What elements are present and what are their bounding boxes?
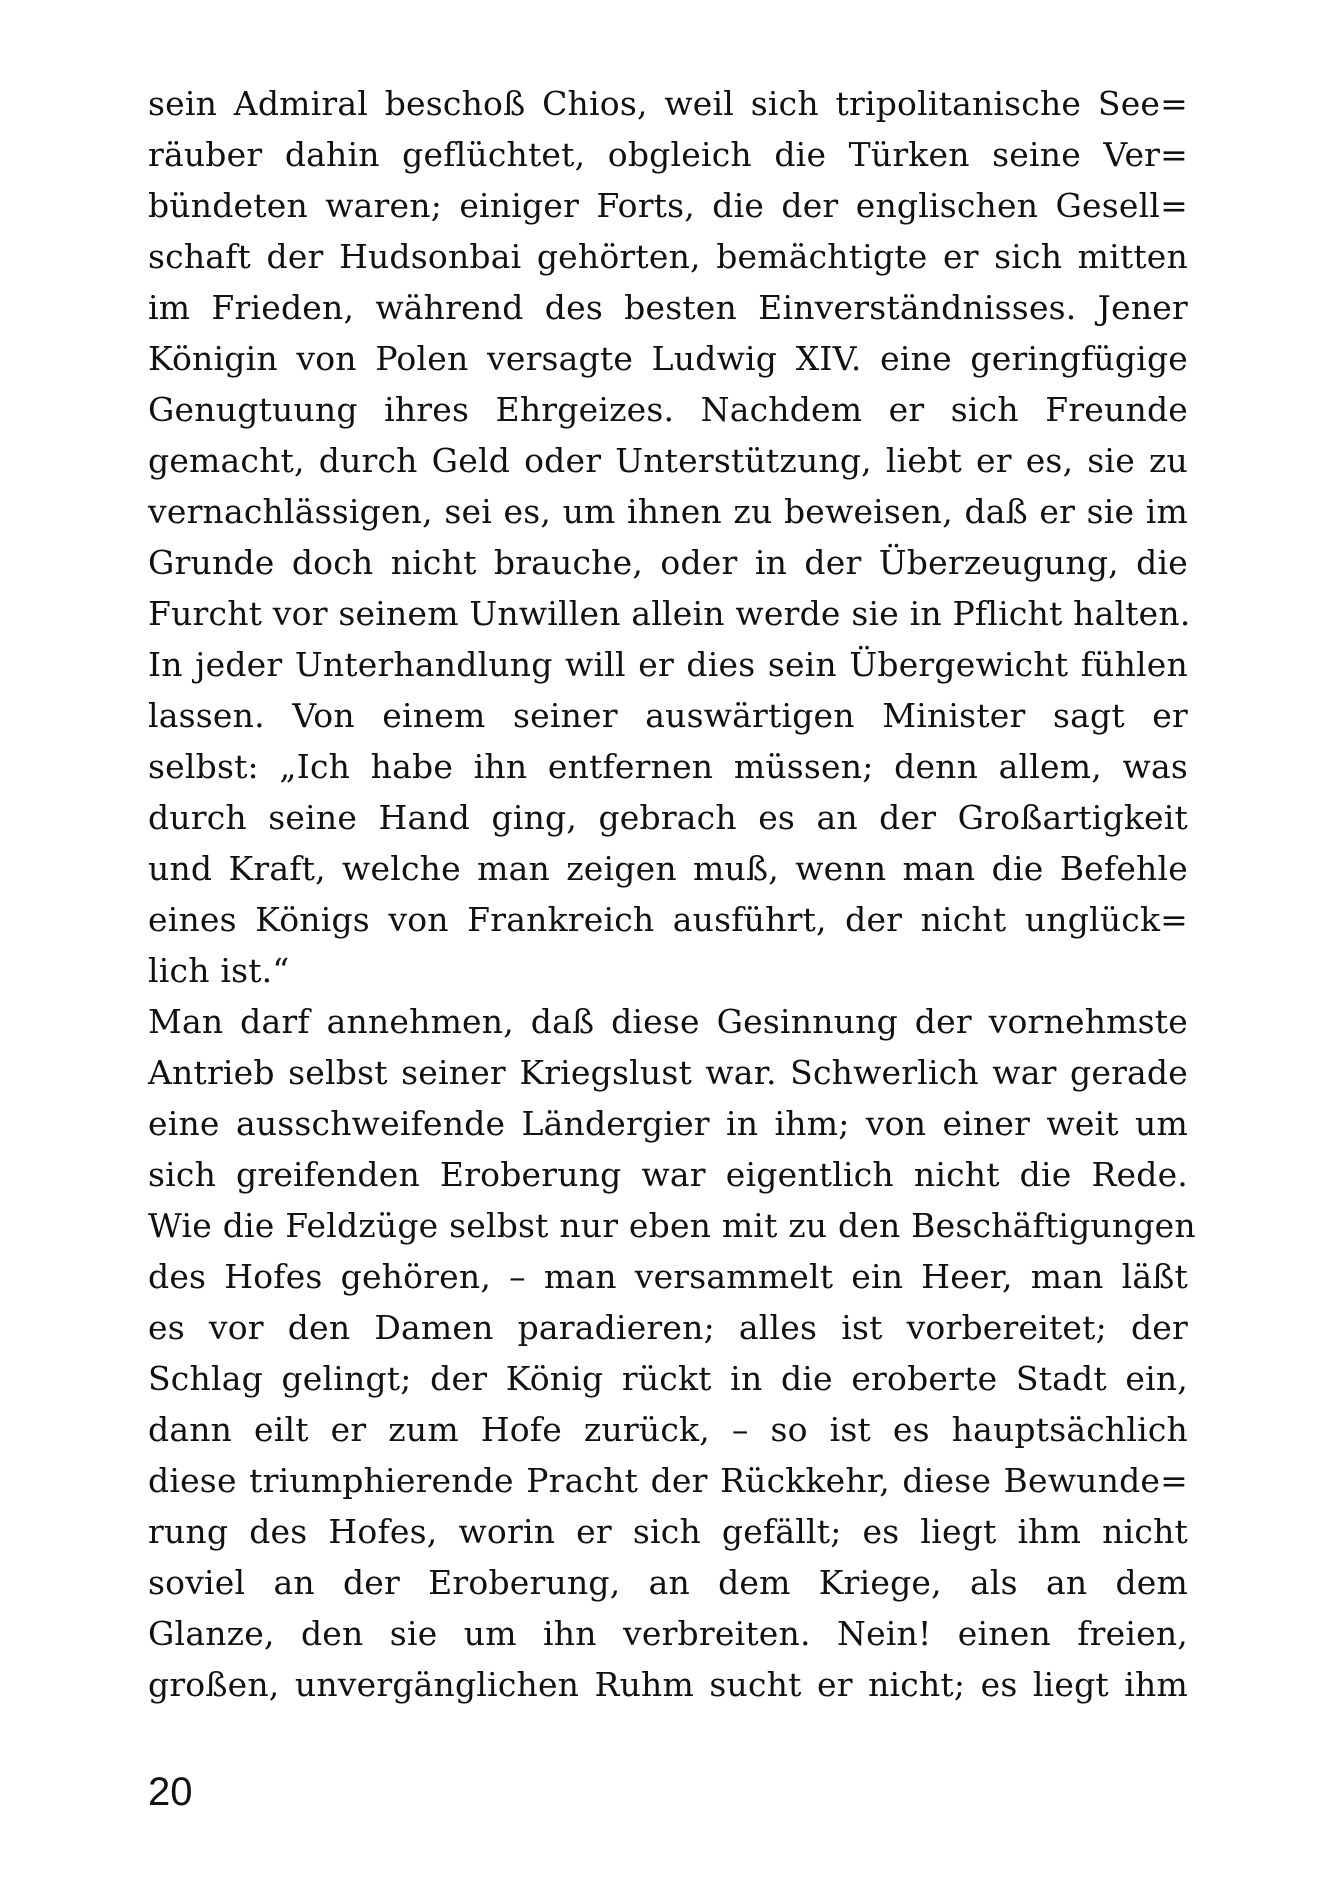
text-line: des Hofes gehören, – man versammelt ein Heer, man läßt: [148, 1257, 1188, 1296]
text-line: sich greifenden Eroberung war eigentlich nicht die Rede.: [148, 1155, 1188, 1194]
text-line: Antrieb selbst seiner Kriegslust war. Schwerlich war gerade: [148, 1053, 1188, 1092]
text-line: großen, unvergänglichen Ruhm sucht er nicht; es liegt ihm: [148, 1665, 1188, 1704]
text-line: Glanze, den sie um ihn verbreiten. Nein! einen freien,: [148, 1614, 1188, 1653]
text-line: Grunde doch nicht brauche, oder in der Überzeugung, die: [148, 543, 1188, 582]
text-line: rung des Hofes, worin er sich gefällt; es liegt ihm nicht: [148, 1512, 1188, 1551]
text-line: Genugtuung ihres Ehrgeizes. Nachdem er sich Freunde: [148, 390, 1188, 429]
text-line: vernachlässigen, sei es, um ihnen zu beweisen, daß er sie im: [148, 492, 1188, 531]
text-line: Schlag gelingt; der König rückt in die eroberte Stadt ein,: [148, 1359, 1188, 1398]
text-line: eines Königs von Frankreich ausführt, der nicht unglück=: [148, 900, 1188, 939]
text-line: Furcht vor seinem Unwillen allein werde sie in Pflicht halten.: [148, 594, 1191, 633]
text-line: und Kraft, welche man zeigen muß, wenn man die Befehle: [148, 849, 1188, 888]
text-line: In jeder Unterhandlung will er dies sein Übergewicht fühlen: [148, 645, 1188, 684]
text-line: lich ist.“: [148, 951, 290, 990]
text-line: räuber dahin geflüchtet, obgleich die Türken seine Ver=: [148, 135, 1188, 174]
text-line: Man darf annehmen, daß diese Gesinnung der vornehmste: [148, 1002, 1188, 1041]
text-line: durch seine Hand ging, gebrach es an der Großartigkeit: [148, 798, 1188, 837]
body-text: [148, 78, 1196, 1710]
text-line: im Frieden, während des besten Einverständnisses. Jener: [148, 288, 1188, 327]
text-line: soviel an der Eroberung, an dem Kriege, als an dem: [148, 1563, 1188, 1602]
text-line: es vor den Damen paradieren; alles ist vorbereitet; der: [148, 1308, 1188, 1347]
text-line: bündeten waren; einiger Forts, die der englischen Gesell=: [148, 186, 1188, 225]
text-line: dann eilt er zum Hofe zurück, – so ist es hauptsächlich: [148, 1410, 1188, 1449]
text-line: eine ausschweifende Ländergier in ihm; von einer weit um: [148, 1104, 1188, 1143]
page-number: 20: [148, 1770, 193, 1814]
text-line: lassen. Von einem seiner auswärtigen Minister sagt er: [148, 696, 1188, 735]
text-line: sein Admiral beschoß Chios, weil sich tripolitanische See=: [148, 84, 1188, 123]
text-line: Wie die Feldzüge selbst nur eben mit zu den Beschäftigungen: [148, 1206, 1196, 1245]
text-line: Königin von Polen versagte Ludwig XIV. eine geringfügige: [148, 339, 1188, 378]
text-line: gemacht, durch Geld oder Unterstützung, liebt er es, sie zu: [148, 441, 1188, 480]
text-line: selbst: „Ich habe ihn entfernen müssen; denn allem, was: [148, 747, 1188, 786]
text-line: diese triumphierende Pracht der Rückkehr, diese Bewunde=: [148, 1461, 1188, 1500]
text-line: schaft der Hudsonbai gehörten, bemächtigte er sich mitten: [148, 237, 1188, 276]
